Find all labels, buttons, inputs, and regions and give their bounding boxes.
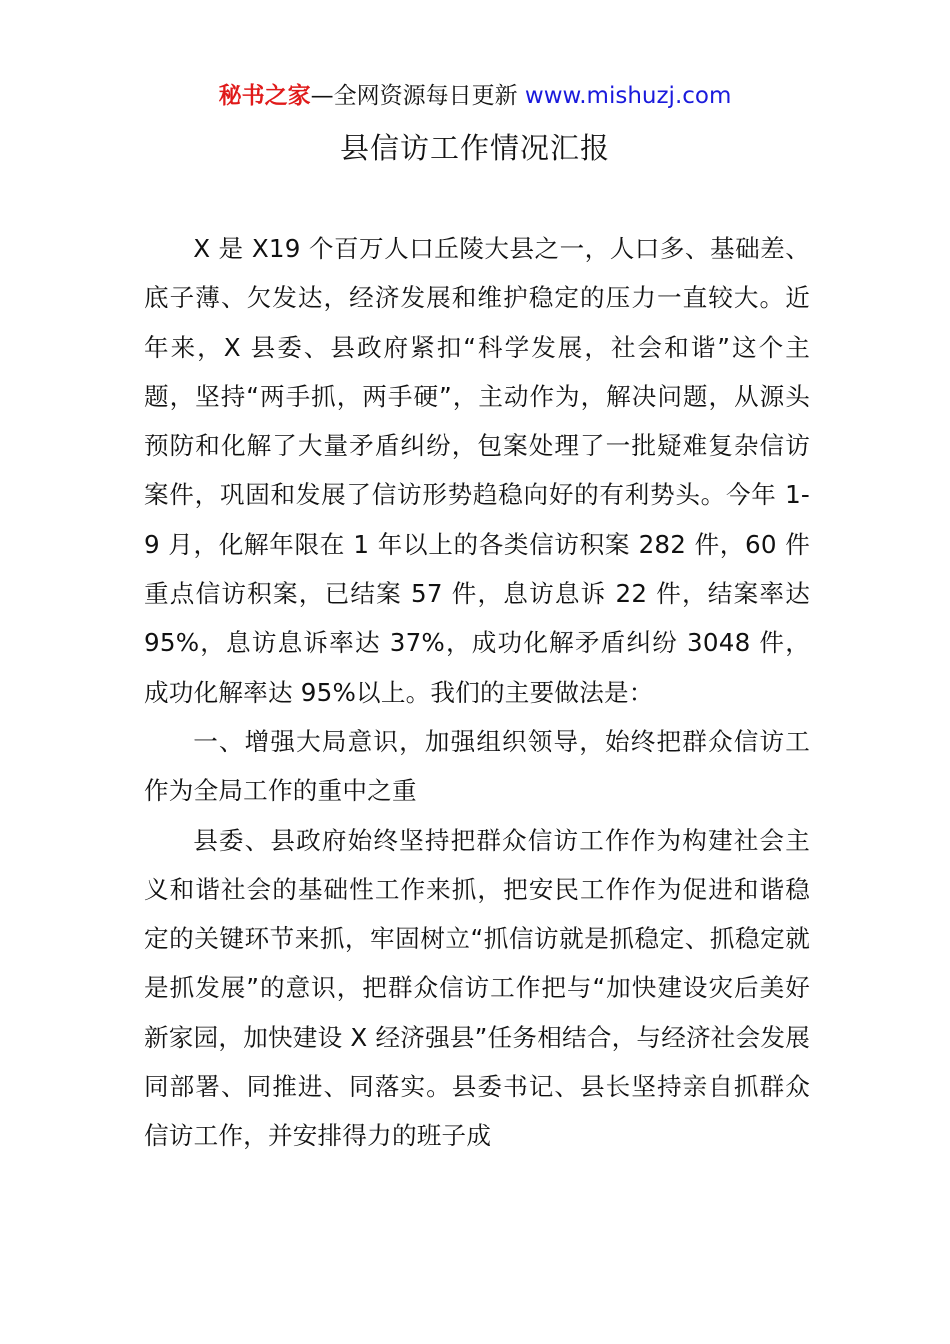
document-title: 县信访工作情况汇报 xyxy=(339,131,610,165)
site-header xyxy=(0,78,950,114)
section-heading-1: 一、增强大局意识，加强组织领导，始终把群众信访工作为全局工作的重中之重 xyxy=(144,726,810,806)
paragraph-section-1: 县委、县政府始终坚持把群众信访工作作为构建社会主义和谐社会的基础性工作来抓，把安民工作作为促进和谐稳定的关键环节来抓，牢固树立“抓信访就是抓稳定、抓稳定就是抓发展”的意识，把群众信访工作把与“加快建设灾后美好新家园，加快建设 X 经济强县”任务相结合，与经济社会发展同部署、同推进、同落实。县委书记、县长坚持亲自抓群众信访工作，并安排得力的班子成 xyxy=(144,825,810,1151)
site-url-link[interactable]: www.mishuzj.com xyxy=(524,83,732,109)
brand-name: 秘书之家 xyxy=(218,83,311,109)
header-tagline: —全网资源每日更新 xyxy=(310,83,525,109)
paragraph-intro: X 是 X19 个百万人口丘陵大县之一，人口多、基础差、底子薄、欠发达，经济发展和维护稳定的压力一直较大。近年来，X 县委、县政府紧扣“科学发展，社会和谐”这个主题，坚持“两手抓，两手硬”，主动作为，解决问题，从源头预防和化解了大量矛盾纠纷，包案处理了一批疑难复杂信访案件，巩固和发展了信访形势趋稳向好的有利势头。今年 1-9 月，化解年限在 1 年以上的各类信访积案 282 件，60 件重点信访积案，已结案 57 件，息访息诉 22 件，结案率达 95%，息访息诉率达 37%，成功化解矛盾纠纷 3048 件，成功化解率达 95%以上。我们的主要做法是： xyxy=(144,234,810,707)
document-body xyxy=(144,224,810,1161)
